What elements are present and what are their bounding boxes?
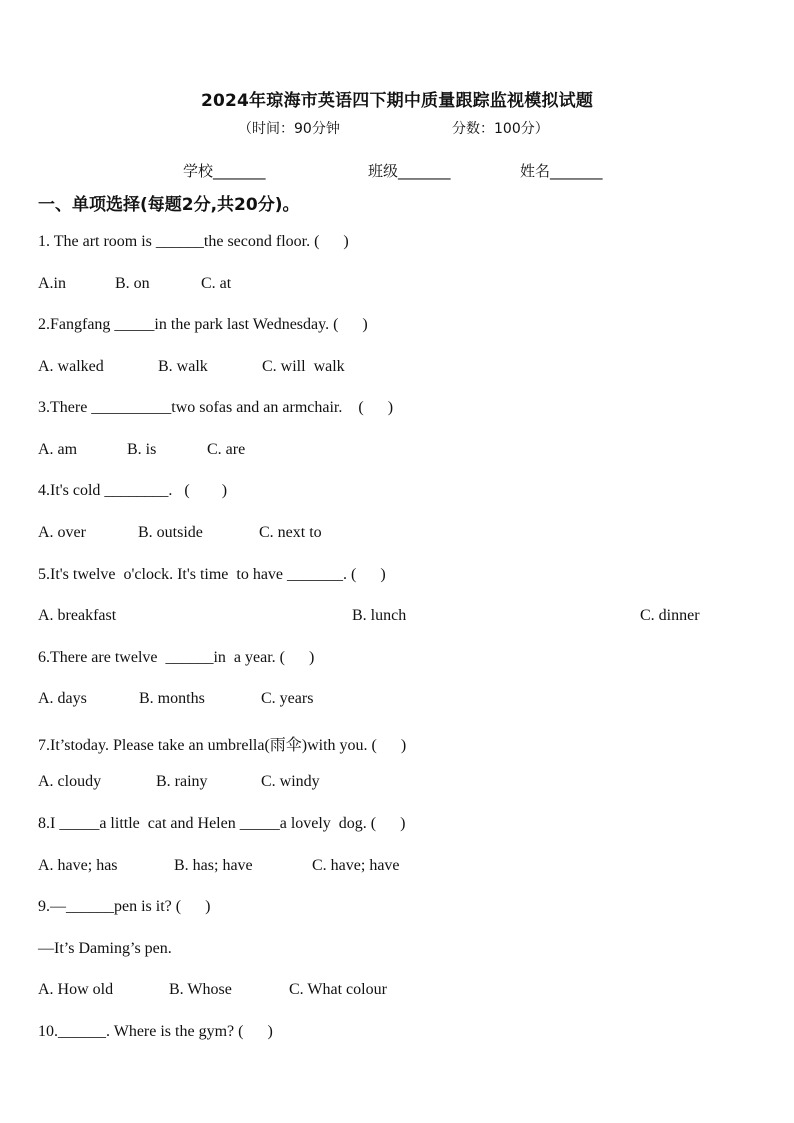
q6-option-c: C. years [261, 690, 314, 707]
q4-option-a: A. over [38, 524, 86, 541]
q1-option-a: A.in [38, 275, 66, 292]
q9-option-a: A. How old [38, 981, 114, 998]
q4-option-c: C. next to [259, 524, 322, 541]
q2-option-a: A. walked [38, 358, 104, 375]
q2-option-c: C. will walk [262, 358, 345, 375]
question-9-response: —It’s Daming’s pen. [38, 940, 172, 957]
question-9: 9.—______pen is it? ( ) [38, 898, 211, 915]
q3-option-a: A. am [38, 441, 78, 458]
q1-option-b: B. on [115, 275, 150, 292]
q5-option-c: C. dinner [640, 607, 700, 624]
q6-option-a: A. days [38, 690, 87, 707]
question-6: 6.There are twelve ______in a year. ( ) [38, 649, 315, 666]
q7-option-c: C. windy [261, 773, 320, 790]
exam-score: 分数：100分） [452, 121, 549, 137]
q3-option-b: B. is [127, 441, 157, 458]
q5-option-b: B. lunch [352, 607, 407, 624]
question-1: 1. The art room is ______the second floor. ( ) [38, 233, 349, 250]
question-5: 5.It's twelve o'clock. It's time to have _______. ( ) [38, 566, 386, 583]
question-8: 8.I _____a little cat and Helen _____a lovely dog. ( ) [38, 815, 406, 832]
q8-option-a: A. have; has [38, 857, 118, 874]
section-title: 一、单项选择(每题2分,共20分)。 [38, 195, 300, 215]
q4-option-b: B. outside [138, 524, 203, 541]
question-7: 7.It’stoday. Please take an umbrella(雨伞)with you. ( ) [38, 737, 407, 754]
question-3: 3.There __________two sofas and an armchair. ( ) [38, 399, 394, 416]
class-field: 班级_______ [368, 162, 451, 180]
q7-option-b: B. rainy [156, 773, 208, 790]
question-2: 2.Fangfang _____in the park last Wednesday. ( ) [38, 316, 368, 333]
q1-option-c: C. at [201, 275, 232, 292]
question-4: 4.It's cold ________. ( ) [38, 482, 228, 499]
q8-option-b: B. has; have [174, 857, 253, 874]
q2-option-b: B. walk [158, 358, 208, 375]
q6-option-b: B. months [139, 690, 205, 707]
exam-title: 2024年琼海市英语四下期中质量跟踪监视模拟试题 [200, 91, 594, 111]
question-10: 10.______. Where is the gym? ( ) [38, 1023, 273, 1040]
q7-option-a: A. cloudy [38, 773, 102, 790]
school-field: 学校_______ [183, 162, 266, 180]
exam-time: （时间：90分钟 [238, 121, 340, 137]
q3-option-c: C. are [207, 441, 246, 458]
q9-option-c: C. What colour [289, 981, 387, 998]
name-field: 姓名_______ [520, 162, 603, 180]
q8-option-c: C. have; have [312, 857, 400, 874]
q5-option-a: A. breakfast [38, 607, 117, 624]
q9-option-b: B. Whose [169, 981, 232, 998]
